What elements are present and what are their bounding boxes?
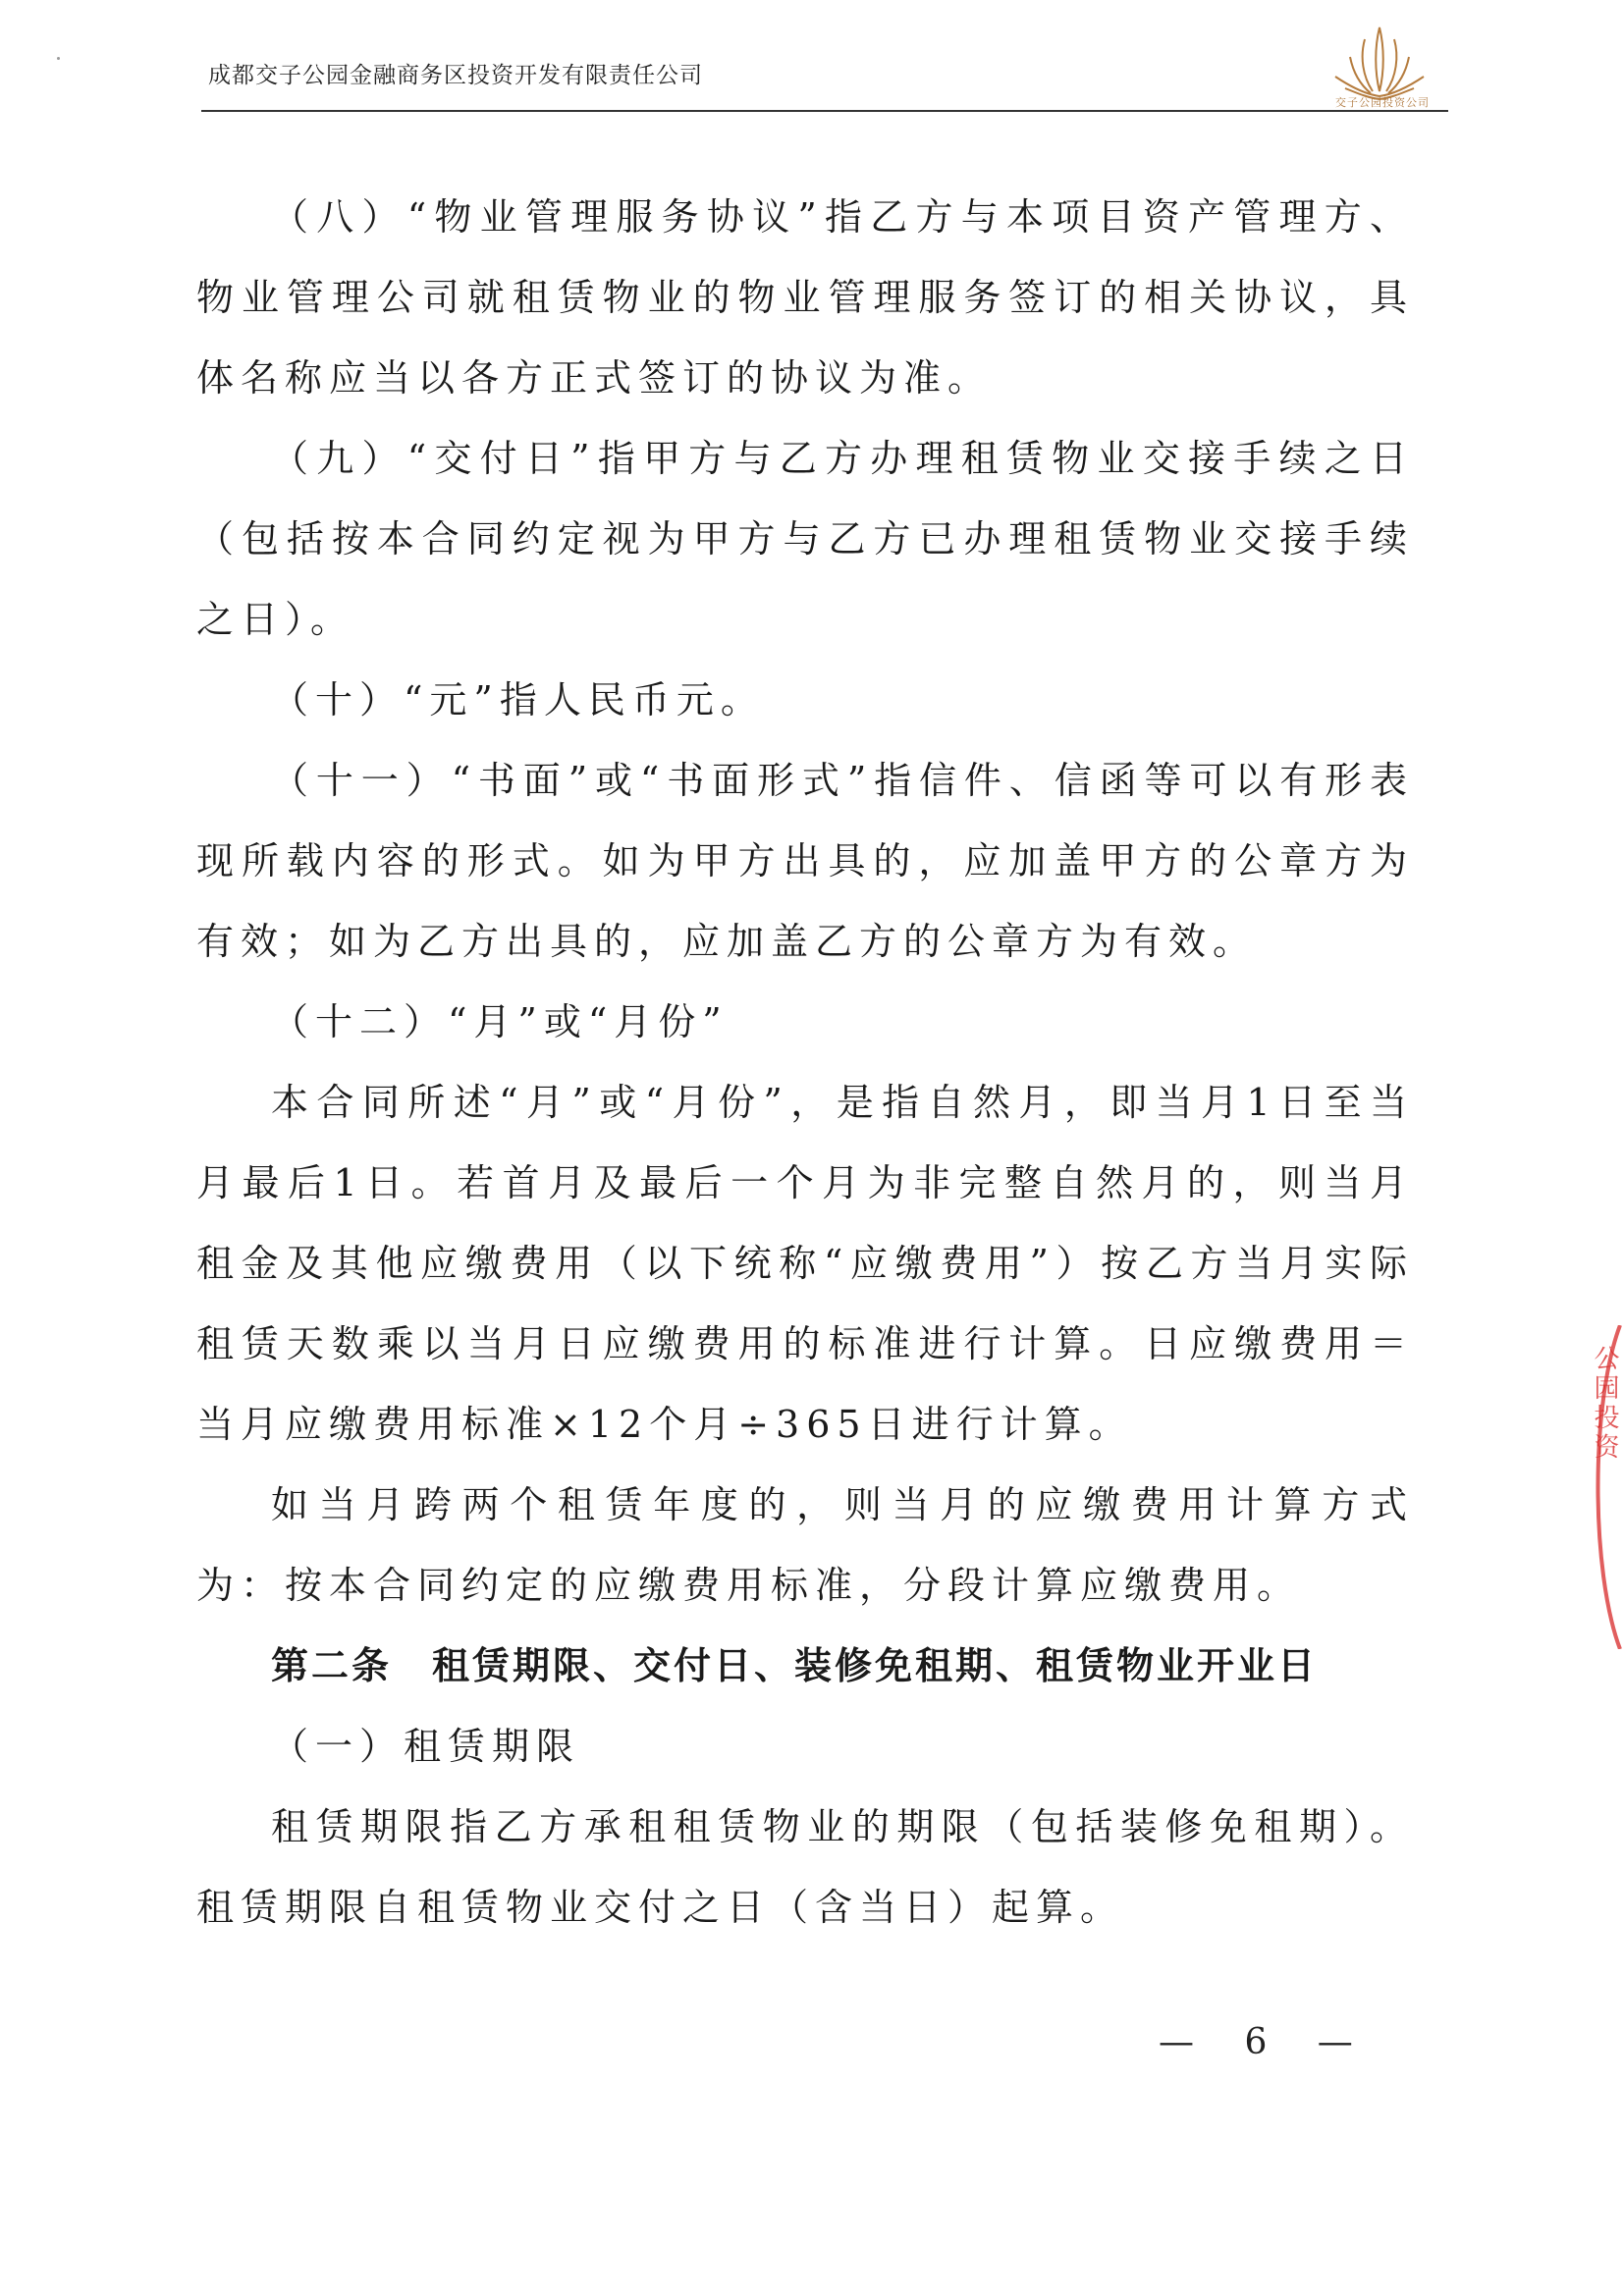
definition-12: （十二）“月”或“月份” — [271, 1000, 729, 1043]
seal-stamp-fragment — [1581, 1325, 1623, 1649]
logo-caption: 交子公园投资公司 — [1335, 96, 1430, 109]
definition-11: （十一）“书面”或“书面形式”指信件、信函等可以有形表现所载内容的形式。如为甲方出具的，应加盖甲方的公章方为有效；如为乙方出具的，应加盖乙方的公章方为有效。 — [196, 759, 1414, 963]
scan-speck — [57, 57, 60, 60]
seal-text: 公园投资 — [1590, 1345, 1619, 1463]
header-divider — [201, 110, 1448, 112]
definition-9: （九）“交付日”指甲方与乙方办理租赁物业交接手续之日（包括按本合同约定视为甲方与乙方已办理租赁物业交接手续之日）。 — [196, 437, 1414, 641]
cross-year-text: 如当月跨两个租赁年度的，则当月的应缴费用计算方式为：按本合同约定的应缴费用标准，分段计算应缴费用。 — [196, 1483, 1414, 1607]
section-1-title: （一）租赁期限 — [271, 1725, 581, 1768]
article-2-heading: 第二条 租赁期限、交付日、装修免租期、租赁物业开业日 — [271, 1644, 1319, 1687]
definition-8: （八）“物业管理服务协议”指乙方与本项目资产管理方、物业管理公司就租赁物业的物业管理服务签订的相关协议，具体名称应当以各方正式签订的协议为准。 — [196, 195, 1414, 400]
page-number: — 6 — — [1159, 2022, 1373, 2062]
document-body — [196, 177, 1414, 1948]
lease-term-text: 租赁期限指乙方承租租赁物业的期限（包括装修免租期）。租赁期限自租赁物业交付之日（含当日）起算。 — [196, 1805, 1414, 1929]
header-company-name: 成都交子公园金融商务区投资开发有限责任公司 — [208, 63, 703, 88]
definition-10: （十）“元”指人民币元。 — [271, 678, 765, 721]
month-definition-text: 本合同所述“月”或“月份”，是指自然月，即当月1日至当月最后1日。若首月及最后一个月为非完整自然月的，则当月租金及其他应缴费用（以下统称“应缴费用”）按乙方当月实际租赁天数乘以当月日应缴费用的标准进行计算。日应缴费用＝当月应缴费用标准×12个月÷365日进行计算。 — [196, 1081, 1414, 1446]
